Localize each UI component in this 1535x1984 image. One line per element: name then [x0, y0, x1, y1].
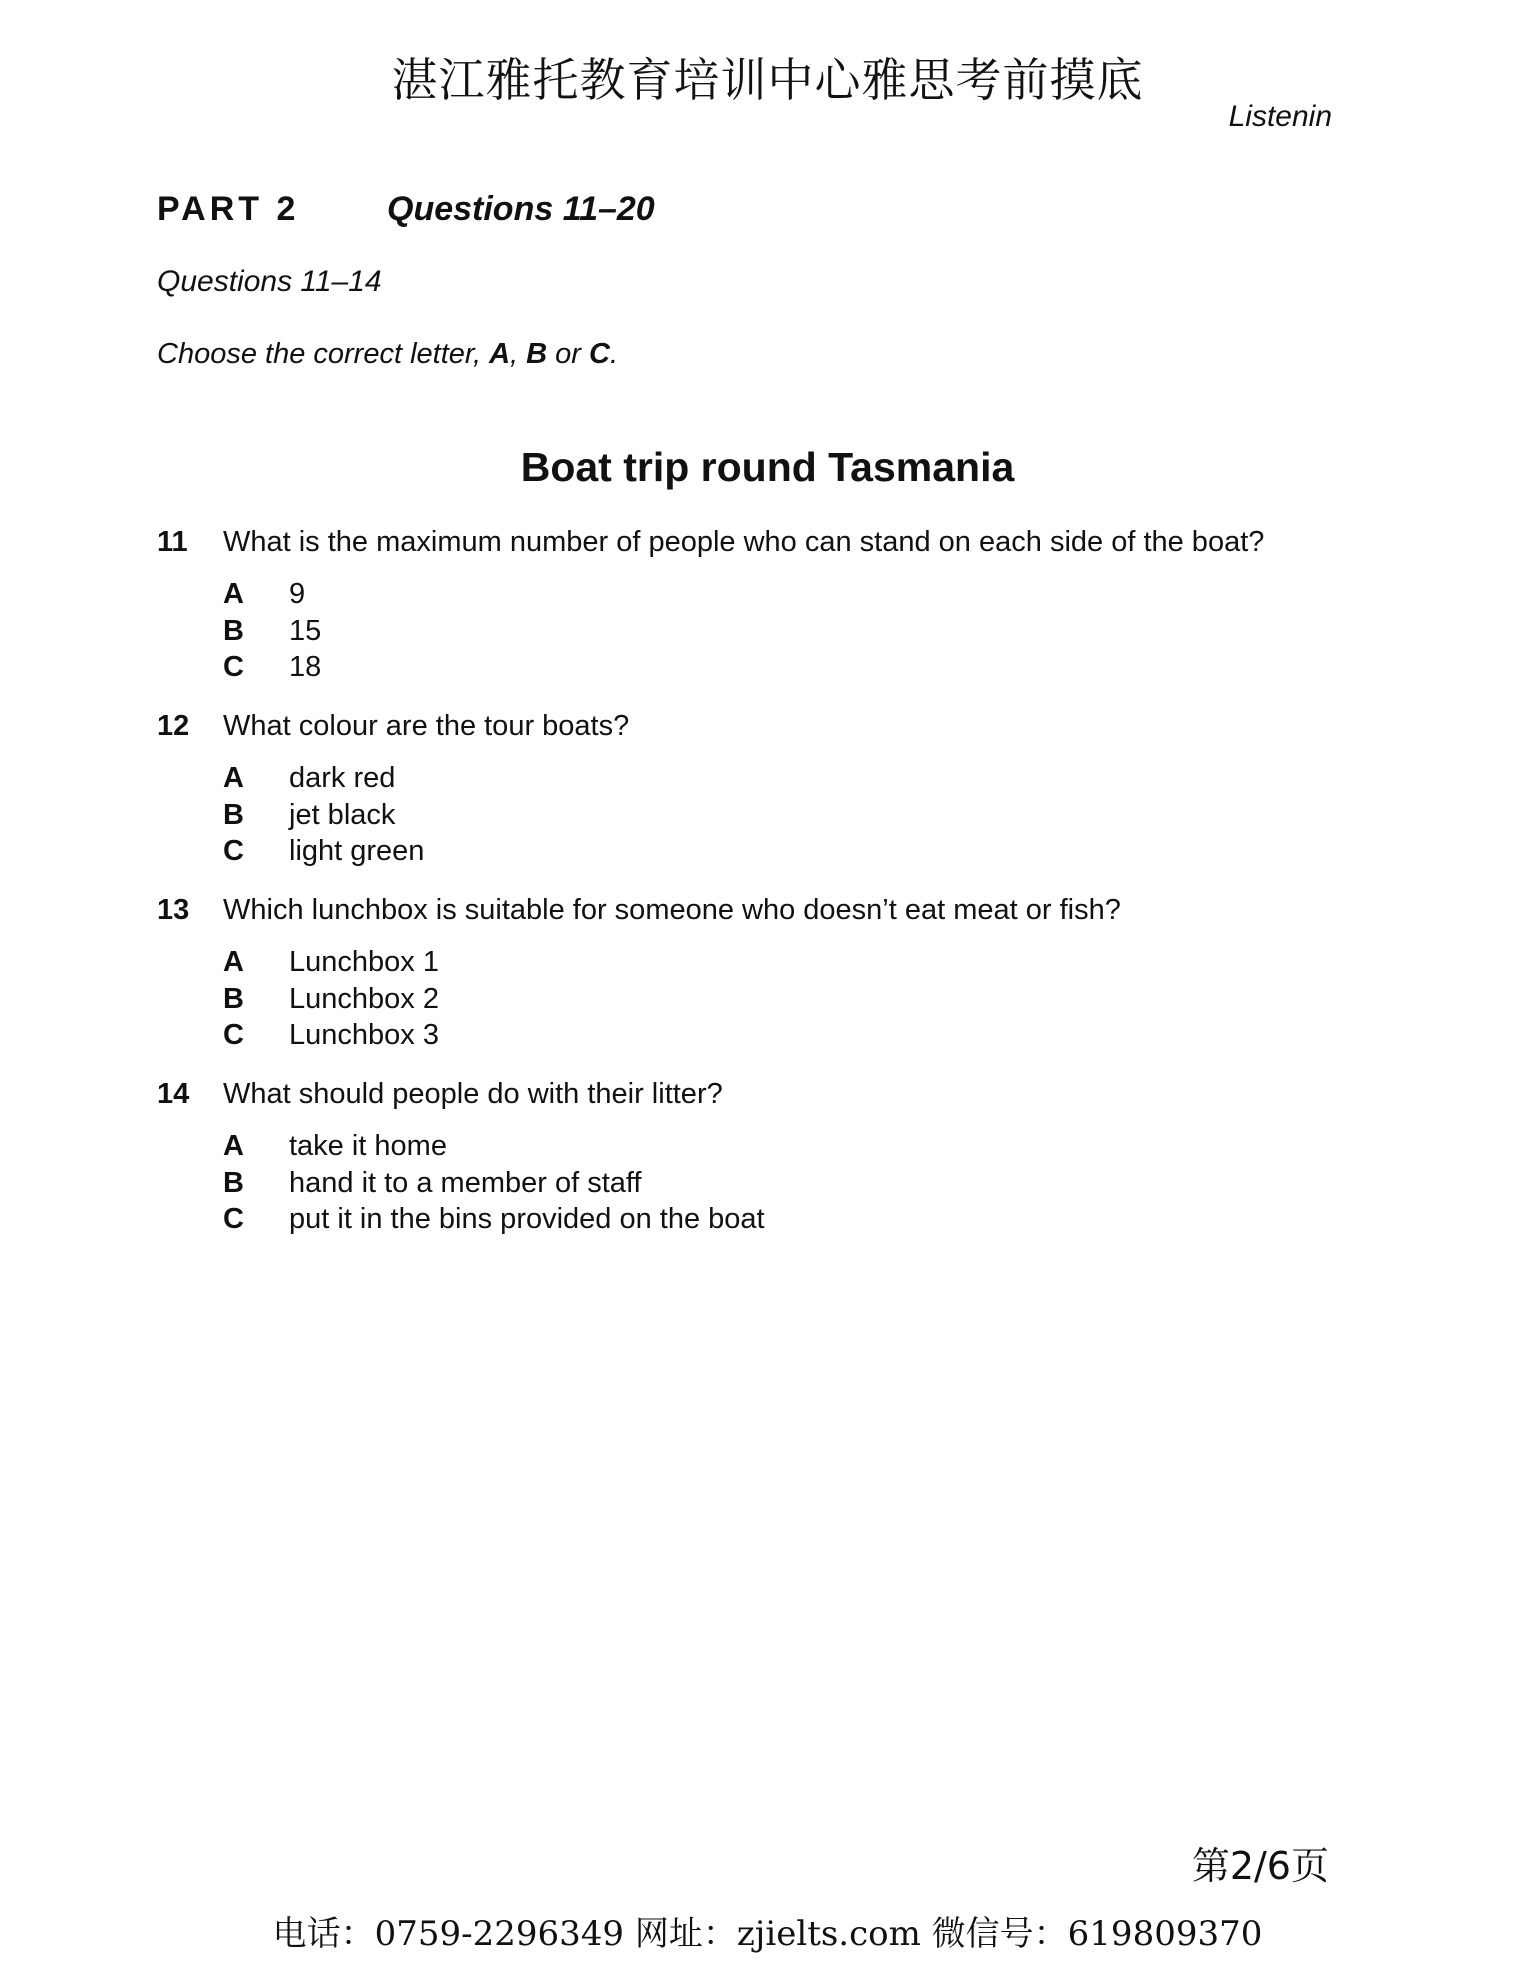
option-b: [157, 615, 1407, 652]
question-12: [157, 710, 1407, 872]
option-letter: B: [223, 1166, 244, 1199]
option-list: [157, 1130, 1407, 1240]
option-a: [157, 1130, 1407, 1167]
instruction-letter-c: C: [589, 338, 610, 370]
option-b: [157, 1167, 1407, 1204]
option-letter: A: [223, 946, 244, 978]
option-a: [157, 578, 1407, 615]
option-text: 18: [289, 651, 322, 683]
option-letter: B: [223, 982, 244, 1015]
document-title: Boat trip round Tasmania: [520, 444, 1015, 490]
option-b: [157, 983, 1407, 1020]
section-label: Listenin: [1228, 100, 1332, 133]
option-letter: A: [223, 578, 244, 610]
questions-range: Questions 11–20: [387, 190, 655, 228]
instruction-letter-a: A: [489, 338, 511, 370]
option-text: Lunchbox 3: [289, 1019, 439, 1051]
subsection-heading: Questions 11–14: [157, 265, 382, 298]
option-c: [157, 651, 1407, 688]
question-number: 12: [157, 710, 190, 742]
option-letter: C: [223, 651, 244, 683]
option-text: Lunchbox 1: [289, 946, 439, 978]
question-text: What is the maximum number of people who can stand on each side of the boat?: [223, 526, 1265, 558]
option-text: 15: [289, 614, 322, 647]
option-a: [157, 762, 1407, 799]
option-list: [157, 578, 1407, 688]
option-letter: B: [223, 614, 244, 647]
instruction-sep: ,: [510, 338, 527, 370]
option-c: [157, 835, 1407, 872]
part-label: PART 2: [157, 190, 300, 228]
question-text: What should people do with their litter?: [223, 1078, 723, 1110]
option-text: jet black: [289, 798, 396, 831]
question-number: 11: [157, 526, 188, 558]
option-letter: C: [223, 1203, 244, 1235]
option-letter: C: [223, 835, 244, 867]
option-letter: A: [223, 1130, 244, 1162]
question-13: [157, 894, 1407, 1056]
instruction-prefix: Choose the correct letter,: [157, 338, 490, 370]
instruction-letter-b: B: [526, 338, 548, 370]
option-text: take it home: [289, 1130, 447, 1162]
question-number: 14: [157, 1078, 190, 1110]
question-11: [157, 526, 1407, 688]
part-heading: [157, 190, 655, 229]
option-text: dark red: [289, 762, 396, 794]
option-b: [157, 799, 1407, 836]
question-number: 13: [157, 894, 190, 926]
option-letter: A: [223, 762, 244, 794]
option-c: [157, 1019, 1407, 1056]
option-text: put it in the bins provided on the boat: [289, 1203, 765, 1235]
footer-contact: 电话：0759-2296349 网址：zjielts.com 微信号：619809370: [272, 1914, 1263, 1954]
option-text: Lunchbox 2: [289, 982, 439, 1015]
question-text: Which lunchbox is suitable for someone who doesn’t eat meat or fish?: [223, 894, 1121, 926]
instruction-sep: .: [609, 338, 619, 370]
option-list: [157, 946, 1407, 1056]
page-indicator: 第2/6页: [1191, 1844, 1329, 1888]
instruction: [157, 338, 618, 371]
option-text: light green: [289, 835, 425, 867]
instruction-sep: or: [547, 338, 589, 370]
option-letter: B: [223, 798, 244, 831]
option-text: 9: [289, 578, 306, 610]
option-c: [157, 1203, 1407, 1240]
option-text: hand it to a member of staff: [289, 1166, 642, 1199]
option-list: [157, 762, 1407, 872]
header-title: 湛江雅托教育培训中心雅思考前摸底: [391, 53, 1144, 107]
question-text: What colour are the tour boats?: [223, 710, 630, 742]
option-a: [157, 946, 1407, 983]
option-letter: C: [223, 1019, 244, 1051]
question-14: [157, 1078, 1407, 1240]
